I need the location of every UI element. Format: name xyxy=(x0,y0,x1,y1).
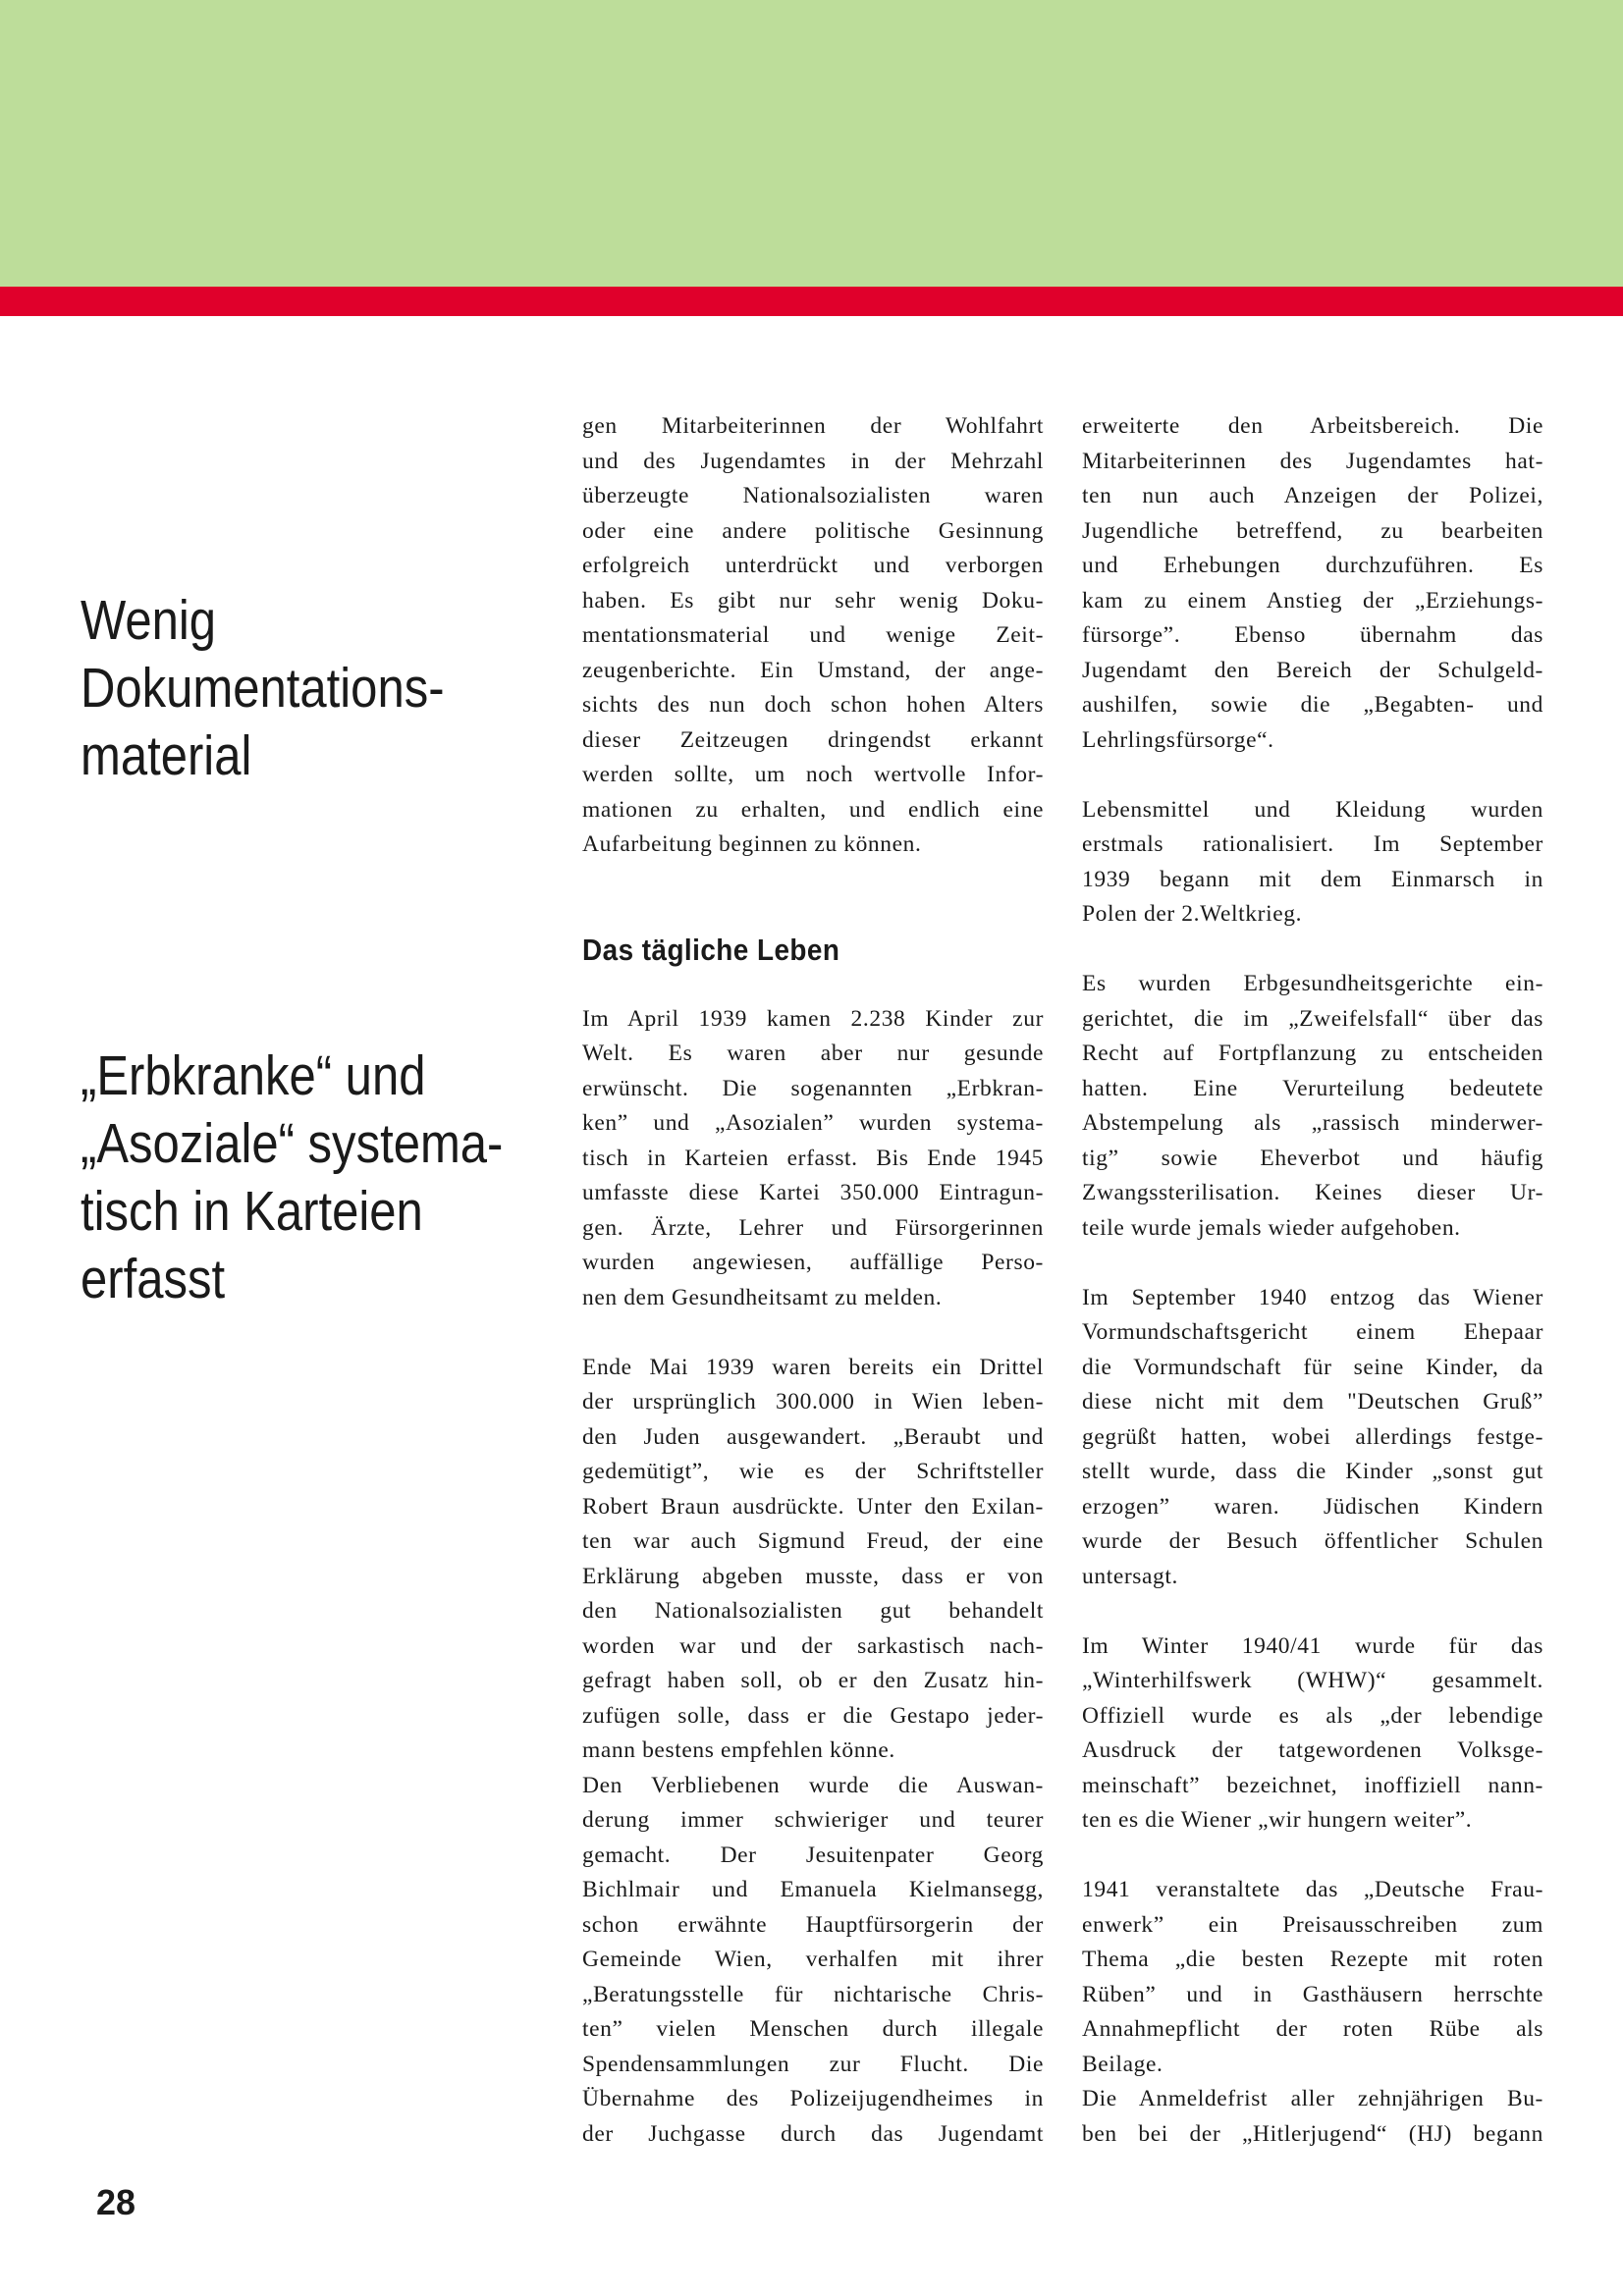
margin-heading-erbkranke xyxy=(81,1042,504,1313)
margin-heading-line: material xyxy=(81,724,252,787)
header-stripe xyxy=(0,287,1623,316)
text-line: Ausdruck der tatgewordenen Volksge- xyxy=(1082,1737,1543,1763)
text-line: Es wurden Erbgesundheitsgerichte ein- xyxy=(1082,971,1543,996)
page-number: 28 xyxy=(96,2182,136,2222)
text-line: der ursprünglich 300.000 in Wien leben- xyxy=(582,1389,1044,1415)
paragraph xyxy=(582,1769,1044,2153)
text-line: enwerk” ein Preisausschreiben zum xyxy=(1082,1911,1543,1938)
paragraph xyxy=(1082,1873,1543,2082)
text-line: tig” sowie Eheverbot und häufig xyxy=(1082,1145,1543,1171)
text-line: ten nun auch Anzeigen der Polizei, xyxy=(1082,483,1543,508)
paragraph xyxy=(1082,793,1543,933)
text-line: „Beratungsstelle für nichtarische Chris- xyxy=(582,1981,1044,2007)
text-line: Jugendliche betreffend, zu bearbeiten xyxy=(1082,517,1543,544)
text-line: gen Mitarbeiterinnen der Wohlfahrt xyxy=(582,413,1044,439)
text-line: Übernahme des Polizeijugendheimes in xyxy=(582,2086,1044,2111)
text-line: Im September 1940 entzog das Wiener xyxy=(1082,1284,1543,1310)
right-column xyxy=(1082,409,1543,2152)
text-line: Den Verbliebenen wurde die Auswan- xyxy=(582,1772,1044,1798)
text-line: Im April 1939 kamen 2.238 Kinder zur xyxy=(582,1005,1044,1032)
margin-heading-dokumentation xyxy=(81,587,469,790)
text-line: und Erhebungen durchzuführen. Es xyxy=(1082,553,1543,578)
text-line: Annahmepflicht der roten Rübe als xyxy=(1082,2016,1543,2042)
text-line: erwünscht. Die sogenannten „Erbkran- xyxy=(582,1075,1044,1101)
margin-heading-line: erfasst xyxy=(81,1248,226,1310)
text-line: Abstempelung als „rassisch minderwer- xyxy=(1082,1110,1543,1136)
text-line: gedemütigt”, wie es der Schriftsteller xyxy=(582,1459,1044,1484)
text-line: den Juden ausgewandert. „Beraubt und xyxy=(582,1423,1044,1450)
text-line: dieser Zeitzeugen dringendst erkannt xyxy=(582,726,1044,753)
text-line: werden sollte, um noch wertvolle Infor- xyxy=(582,762,1044,787)
text-line: Rüben” und in Gasthäusern herrschte xyxy=(1082,1981,1543,2007)
text-line: haben. Es gibt nur sehr wenig Doku- xyxy=(582,587,1044,614)
paragraph xyxy=(1082,967,1543,1246)
text-line: worden war und der sarkastisch nach- xyxy=(582,1632,1044,1659)
text-line: sichts des nun doch schon hohen Alters xyxy=(582,692,1044,718)
text-line: die Vormundschaft für seine Kinder, da xyxy=(1082,1354,1543,1380)
text-line: „Winterhilfswerk (WHW)“ gesammelt. xyxy=(1082,1668,1543,1693)
text-line: Erklärung abgeben musste, dass er von xyxy=(582,1563,1044,1589)
paragraph xyxy=(1082,1281,1543,1595)
text-line: nen dem Gesundheitsamt zu melden. xyxy=(582,1284,943,1310)
text-line: stellt wurde, dass die Kinder „sonst gut xyxy=(1082,1459,1543,1484)
text-line: aushilfen, sowie die „Begabten- und xyxy=(1082,692,1543,718)
text-line: Im Winter 1940/41 wurde für das xyxy=(1082,1632,1543,1659)
margin-heading-line: „Erbkranke“ und xyxy=(81,1044,426,1107)
text-line: Offiziell wurde es als „der lebendige xyxy=(1082,1702,1543,1729)
text-line: und des Jugendamtes in der Mehrzahl xyxy=(582,448,1044,474)
text-line: zufügen solle, dass er die Gestapo jeder- xyxy=(582,1702,1044,1729)
text-line: Ende Mai 1939 waren bereits ein Drittel xyxy=(582,1354,1044,1380)
text-line: ken” und „Asozialen” wurden systema- xyxy=(582,1110,1044,1136)
text-line: mationen zu erhalten, und endlich eine xyxy=(582,796,1044,823)
text-line: mentationsmaterial und wenige Zeit- xyxy=(582,622,1044,648)
text-line: erweiterte den Arbeitsbereich. Die xyxy=(1082,413,1543,439)
text-line: Polen der 2.Weltkrieg. xyxy=(1082,901,1303,927)
text-line: hatten. Eine Verurteilung bedeutete xyxy=(1082,1075,1543,1101)
paragraph xyxy=(582,1351,1044,1769)
margin-heading-line: tisch in Karteien xyxy=(81,1180,423,1243)
text-line: gegrüßt hatten, wobei allerdings festge- xyxy=(1082,1423,1543,1450)
text-line: wurde der Besuch öffentlicher Schulen xyxy=(1082,1528,1543,1554)
text-line: Robert Braun ausdrückte. Unter den Exilan- xyxy=(582,1493,1044,1520)
text-line: ten” vielen Menschen durch illegale xyxy=(582,2016,1044,2042)
text-line: schon erwähnte Hauptfürsorgerin der xyxy=(582,1911,1044,1938)
paragraph xyxy=(1082,1629,1543,1839)
margin-heading-line: „Asoziale“ systema- xyxy=(81,1112,504,1175)
text-line: ben bei der „Hitlerjugend“ (HJ) begann xyxy=(1082,2120,1543,2147)
text-line: gefragt haben soll, ob er den Zusatz hin- xyxy=(582,1668,1044,1693)
text-line: gen. Ärzte, Lehrer und Fürsorgerinnen xyxy=(582,1214,1044,1241)
text-line: erfolgreich unterdrückt und verborgen xyxy=(582,553,1044,578)
text-line: untersagt. xyxy=(1082,1563,1179,1589)
text-line: Jugendamt den Bereich der Schulgeld- xyxy=(1082,657,1543,683)
text-line: 1941 veranstaltete das „Deutsche Frau- xyxy=(1082,1877,1543,1902)
margin-heading-line: Wenig xyxy=(81,589,217,652)
text-line: meinschaft” bezeichnet, inoffiziell nann- xyxy=(1082,1772,1543,1798)
middle-column xyxy=(582,409,1044,2152)
text-line: kam zu einem Anstieg der „Erziehungs- xyxy=(1082,587,1543,614)
text-line: Zwangssterilisation. Keines dieser Ur- xyxy=(1082,1180,1543,1205)
text-line: gemacht. Der Jesuitenpater Georg xyxy=(582,1842,1044,1868)
text-line: der Juchgasse durch das Jugendamt xyxy=(582,2120,1044,2147)
text-line: Recht auf Fortpflanzung zu entscheiden xyxy=(1082,1041,1543,1066)
text-line: fürsorge”. Ebenso übernahm das xyxy=(1082,622,1543,648)
text-line: überzeugte Nationalsozialisten waren xyxy=(582,483,1044,508)
text-line: Mitarbeiterinnen des Jugendamtes hat- xyxy=(1082,448,1543,474)
text-line: ten es die Wiener „wir hungern weiter”. xyxy=(1082,1807,1473,1833)
text-line: oder eine andere politische Gesinnung xyxy=(582,517,1044,544)
text-line: zeugenberichte. Ein Umstand, der ange- xyxy=(582,657,1044,683)
section-subheading: Das tägliche Leben xyxy=(582,932,840,967)
text-line: mann bestens empfehlen könne. xyxy=(582,1737,895,1763)
text-line: wurden angewiesen, auffällige Perso- xyxy=(582,1250,1044,1275)
header-band xyxy=(0,0,1623,287)
paragraph xyxy=(1082,2082,1543,2152)
text-line: Beilage. xyxy=(1082,2051,1163,2077)
text-line: den Nationalsozialisten gut behandelt xyxy=(582,1598,1044,1624)
text-line: Lebensmittel und Kleidung wurden xyxy=(1082,796,1543,823)
paragraph xyxy=(1082,409,1543,758)
text-line: Aufarbeitung beginnen zu können. xyxy=(582,831,922,857)
paragraph xyxy=(582,1002,1044,1316)
text-line: ten war auch Sigmund Freud, der eine xyxy=(582,1528,1044,1554)
text-line: Spendensammlungen zur Flucht. Die xyxy=(582,2051,1044,2077)
text-line: teile wurde jemals wieder aufgehoben. xyxy=(1082,1214,1461,1241)
text-line: umfasste diese Kartei 350.000 Eintragun- xyxy=(582,1180,1044,1205)
text-line: gerichtet, die im „Zweifelsfall“ über das xyxy=(1082,1005,1543,1032)
text-line: tisch in Karteien erfasst. Bis Ende 1945 xyxy=(582,1145,1044,1171)
paragraph xyxy=(582,409,1044,863)
text-line: Bichlmair und Emanuela Kielmansegg, xyxy=(582,1877,1044,1902)
text-line: erstmals rationalisiert. Im September xyxy=(1082,831,1543,857)
margin-heading-line: Dokumentations- xyxy=(81,657,445,720)
text-line: erzogen” waren. Jüdischen Kindern xyxy=(1082,1493,1543,1520)
text-line: Thema „die besten Rezepte mit roten xyxy=(1082,1947,1543,1972)
text-line: Gemeinde Wien, verhalfen mit ihrer xyxy=(582,1947,1044,1972)
text-line: Die Anmeldefrist aller zehnjährigen Bu- xyxy=(1082,2086,1543,2111)
text-line: diese nicht mit dem "Deutschen Gruß” xyxy=(1082,1389,1543,1415)
text-line: derung immer schwieriger und teurer xyxy=(582,1807,1044,1833)
text-line: Lehrlingsfürsorge“. xyxy=(1082,726,1274,753)
text-line: Vormundschaftsgericht einem Ehepaar xyxy=(1082,1319,1543,1345)
text-line: 1939 begann mit dem Einmarsch in xyxy=(1082,866,1543,892)
text-line: Welt. Es waren aber nur gesunde xyxy=(582,1041,1044,1066)
